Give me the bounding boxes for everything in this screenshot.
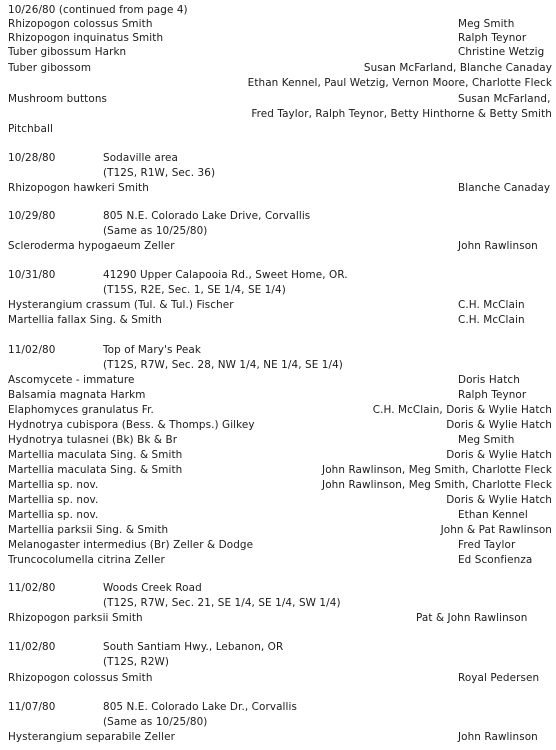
collector-name: Doris & Wylie Hatch — [446, 494, 552, 506]
record-row — [0, 388, 556, 403]
species-name: Tuber gibossom — [8, 62, 92, 74]
record-row — [0, 418, 556, 433]
collector-continuation — [0, 76, 556, 91]
collector-name: Meg Smith — [458, 434, 515, 446]
collector-name: John & Pat Rawlinson — [440, 524, 552, 536]
species-name: Rhizopogon colossus Smith — [8, 672, 153, 684]
species-name: Scleroderma hypogaeum Zeller — [8, 240, 175, 252]
species-name: Rhizopogon hawkeri Smith — [8, 182, 149, 194]
species-name: Martellia sp. nov. — [8, 509, 99, 521]
entry-date: 10/29/80 — [8, 210, 56, 222]
collector-name: Fred Taylor — [458, 539, 516, 551]
record-row — [0, 313, 556, 328]
entry-location-row — [0, 283, 556, 298]
entry-date: 11/07/80 — [8, 701, 56, 713]
entry-date: 11/02/80 — [8, 641, 56, 653]
record-row — [0, 730, 556, 745]
record-row — [0, 523, 556, 538]
entry-place: Top of Mary's Peak — [103, 344, 201, 356]
record-row — [0, 448, 556, 463]
record-row — [0, 611, 556, 626]
collector-name: Susan McFarland, — [458, 93, 551, 105]
record-row — [0, 239, 556, 254]
species-name: Mushroom buttons — [8, 93, 108, 105]
species-name: Pitchball — [8, 123, 53, 135]
collector-name: Ed Sconfienza — [458, 554, 533, 566]
record-row — [0, 17, 556, 32]
species-name: Rhizopogon parksii Smith — [8, 612, 143, 624]
entry-location-row — [0, 715, 556, 730]
collector-name: Doris Hatch — [458, 374, 520, 386]
collector-name: Christine Wetzig — [458, 46, 545, 58]
species-name: Martellia sp. nov. — [8, 494, 99, 506]
collector-name: Susan McFarland, Blanche Canaday — [363, 62, 552, 74]
species-name: Martellia maculata Sing. & Smith — [8, 449, 183, 461]
collector-name: Doris & Wylie Hatch — [446, 419, 552, 431]
entry-location-row — [0, 224, 556, 239]
species-name: Melanogaster intermedius (Br) Zeller & Dodge — [8, 539, 254, 551]
collector-name: John Rawlinson, Meg Smith, Charlotte Fleck — [322, 464, 552, 476]
species-name: Tuber gibossum Harkn — [8, 46, 127, 58]
collector-continuation — [0, 107, 556, 122]
collector-name: Blanche Canaday — [458, 182, 551, 194]
record-row — [0, 61, 556, 76]
entry-location-row — [0, 358, 556, 373]
record-row — [0, 433, 556, 448]
entry-place: Sodaville area — [103, 152, 178, 164]
collector-name: Pat & John Rawlinson — [416, 612, 528, 624]
species-name: Rhizopogon inquinatus Smith — [8, 32, 164, 44]
collector-name: Ethan Kennel, Paul Wetzig, Vernon Moore, Charlotte Fleck — [247, 77, 552, 89]
species-name: Rhizopogon colossus Smith — [8, 18, 153, 30]
species-name: Martellia parksii Sing. & Smith — [8, 524, 169, 536]
collector-name: C.H. McClain, Doris & Wylie Hatch — [372, 404, 552, 416]
collector-name: John Rawlinson — [458, 731, 538, 743]
entry-date-row — [0, 209, 556, 224]
species-name: Hysterangium crassum (Tul. & Tul.) Fischer — [8, 299, 234, 311]
collector-name: Meg Smith — [458, 18, 515, 30]
record-row — [0, 493, 556, 508]
species-name: Hydnotrya tulasnei (Bk) Bk & Br — [8, 434, 178, 446]
record-row — [0, 538, 556, 553]
record-row — [0, 508, 556, 523]
species-name: Martellia maculata Sing. & Smith — [8, 464, 183, 476]
header-text: 10/26/80 (continued from page 4) — [8, 4, 188, 16]
record-row — [0, 92, 556, 107]
record-row — [0, 45, 556, 60]
entry-location: (T12S, R7W, Sec. 28, NW 1/4, NE 1/4, SE 1/4) — [103, 359, 343, 371]
entry-place: 41290 Upper Calapooia Rd., Sweet Home, OR. — [103, 269, 348, 281]
entry-date-row — [0, 700, 556, 715]
species-name: Martellia sp. nov. — [8, 479, 99, 491]
entry-date-row — [0, 268, 556, 283]
species-name: Balsamia magnata Harkm — [8, 389, 146, 401]
collector-name: Royal Pedersen — [458, 672, 540, 684]
species-name: Hydnotrya cubispora (Bess. & Thomps.) Gilkey — [8, 419, 255, 431]
entry-location: (T12S, R7W, Sec. 21, SE 1/4, SE 1/4, SW 1/4) — [103, 597, 341, 609]
record-row — [0, 671, 556, 686]
entry-date: 10/31/80 — [8, 269, 56, 281]
entry-place: 805 N.E. Colorado Lake Dr., Corvallis — [103, 701, 298, 713]
record-row — [0, 478, 556, 493]
collector-name: C.H. McClain — [458, 299, 525, 311]
entry-place: Woods Creek Road — [103, 582, 202, 594]
entry-location: (T12S, R2W) — [103, 656, 170, 668]
entry-place: 805 N.E. Colorado Lake Drive, Corvallis — [103, 210, 311, 222]
entry-date-row — [0, 343, 556, 358]
record-row — [0, 463, 556, 478]
species-name: Hysterangium separabile Zeller — [8, 731, 175, 743]
species-name: Martellia fallax Sing. & Smith — [8, 314, 162, 326]
entry-location: (Same as 10/25/80) — [103, 716, 208, 728]
collector-name: Fred Taylor, Ralph Teynor, Betty Hinthorne & Betty Smith — [251, 108, 552, 120]
species-name: Truncocolumella citrina Zeller — [8, 554, 165, 566]
entry-location-row — [0, 166, 556, 181]
species-name: Ascomycete - immature — [8, 374, 135, 386]
record-row — [0, 403, 556, 418]
entry-date: 11/02/80 — [8, 582, 56, 594]
collector-name: Ethan Kennel — [458, 509, 528, 521]
collector-name: John Rawlinson — [458, 240, 538, 252]
record-row — [0, 181, 556, 196]
record-row — [0, 373, 556, 388]
entry-date: 10/28/80 — [8, 152, 56, 164]
entry-date-row — [0, 581, 556, 596]
collector-name: C.H. McClain — [458, 314, 525, 326]
species-name: Elaphomyces granulatus Fr. — [8, 404, 154, 416]
entry-location-row — [0, 655, 556, 670]
entry-location: (T15S, R2E, Sec. 1, SE 1/4, SE 1/4) — [103, 284, 286, 296]
collector-name: John Rawlinson, Meg Smith, Charlotte Fleck — [322, 479, 552, 491]
entry-date: 11/02/80 — [8, 344, 56, 356]
entry-location-row — [0, 596, 556, 611]
record-row — [0, 31, 556, 46]
collector-name: Ralph Teynor — [458, 389, 527, 401]
entry-date-row — [0, 640, 556, 655]
continuation-header — [0, 3, 556, 18]
record-row — [0, 553, 556, 568]
collector-name: Ralph Teynor — [458, 32, 527, 44]
entry-date-row — [0, 151, 556, 166]
entry-location: (Same as 10/25/80) — [103, 225, 208, 237]
entry-location: (T12S, R1W, Sec. 36) — [103, 167, 216, 179]
collector-name: Doris & Wylie Hatch — [446, 449, 552, 461]
record-row — [0, 298, 556, 313]
record-row — [0, 122, 556, 137]
entry-place: South Santiam Hwy., Lebanon, OR — [103, 641, 284, 653]
